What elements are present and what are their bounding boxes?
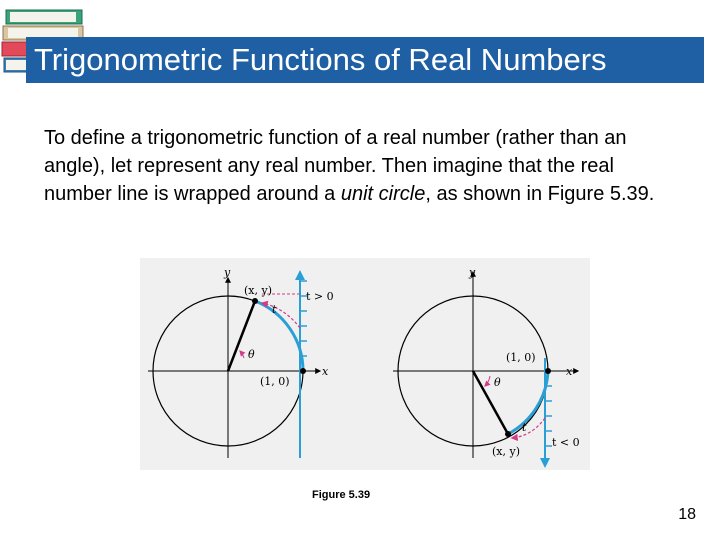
- figure-background: [140, 258, 590, 470]
- right-t-label: t: [522, 421, 527, 434]
- left-point-label: (x, y): [244, 284, 272, 297]
- slide-title: Trigonometric Functions of Real Numbers: [34, 42, 607, 77]
- left-theta-label: θ: [248, 348, 255, 361]
- right-x-label: x: [566, 365, 573, 378]
- right-one-zero-point: [545, 368, 551, 374]
- right-point: [505, 431, 511, 437]
- body-emphasis-circle: circle: [378, 183, 426, 205]
- left-point: [252, 298, 258, 304]
- left-one-zero-point: [300, 368, 306, 374]
- page-number: 18: [678, 506, 696, 523]
- figure-caption: Figure 5.39: [312, 489, 371, 501]
- right-t-condition: t < 0: [552, 436, 580, 449]
- left-y-label: y: [224, 266, 231, 279]
- right-theta-label: θ: [494, 376, 501, 389]
- right-one-zero-label: (1, 0): [506, 351, 536, 364]
- body-paragraph: [44, 124, 684, 208]
- body-text-part-3: , as shown in Figure 5.39.: [425, 183, 655, 205]
- unit-circle-figure: [140, 258, 590, 470]
- right-point-label: (x, y): [492, 445, 520, 458]
- left-t-label: t: [272, 303, 277, 316]
- body-emphasis-unit: unit: [340, 183, 374, 205]
- left-one-zero-label: (1, 0): [260, 375, 290, 388]
- left-t-condition: t > 0: [306, 290, 334, 303]
- left-x-label: x: [322, 365, 329, 378]
- right-y-label: y: [469, 266, 476, 279]
- body-text-part-1: To define a trigonometric function of a real number (rather than an angle), let represent any real number. Then imagine that the real number line is wrapped around a: [44, 127, 627, 205]
